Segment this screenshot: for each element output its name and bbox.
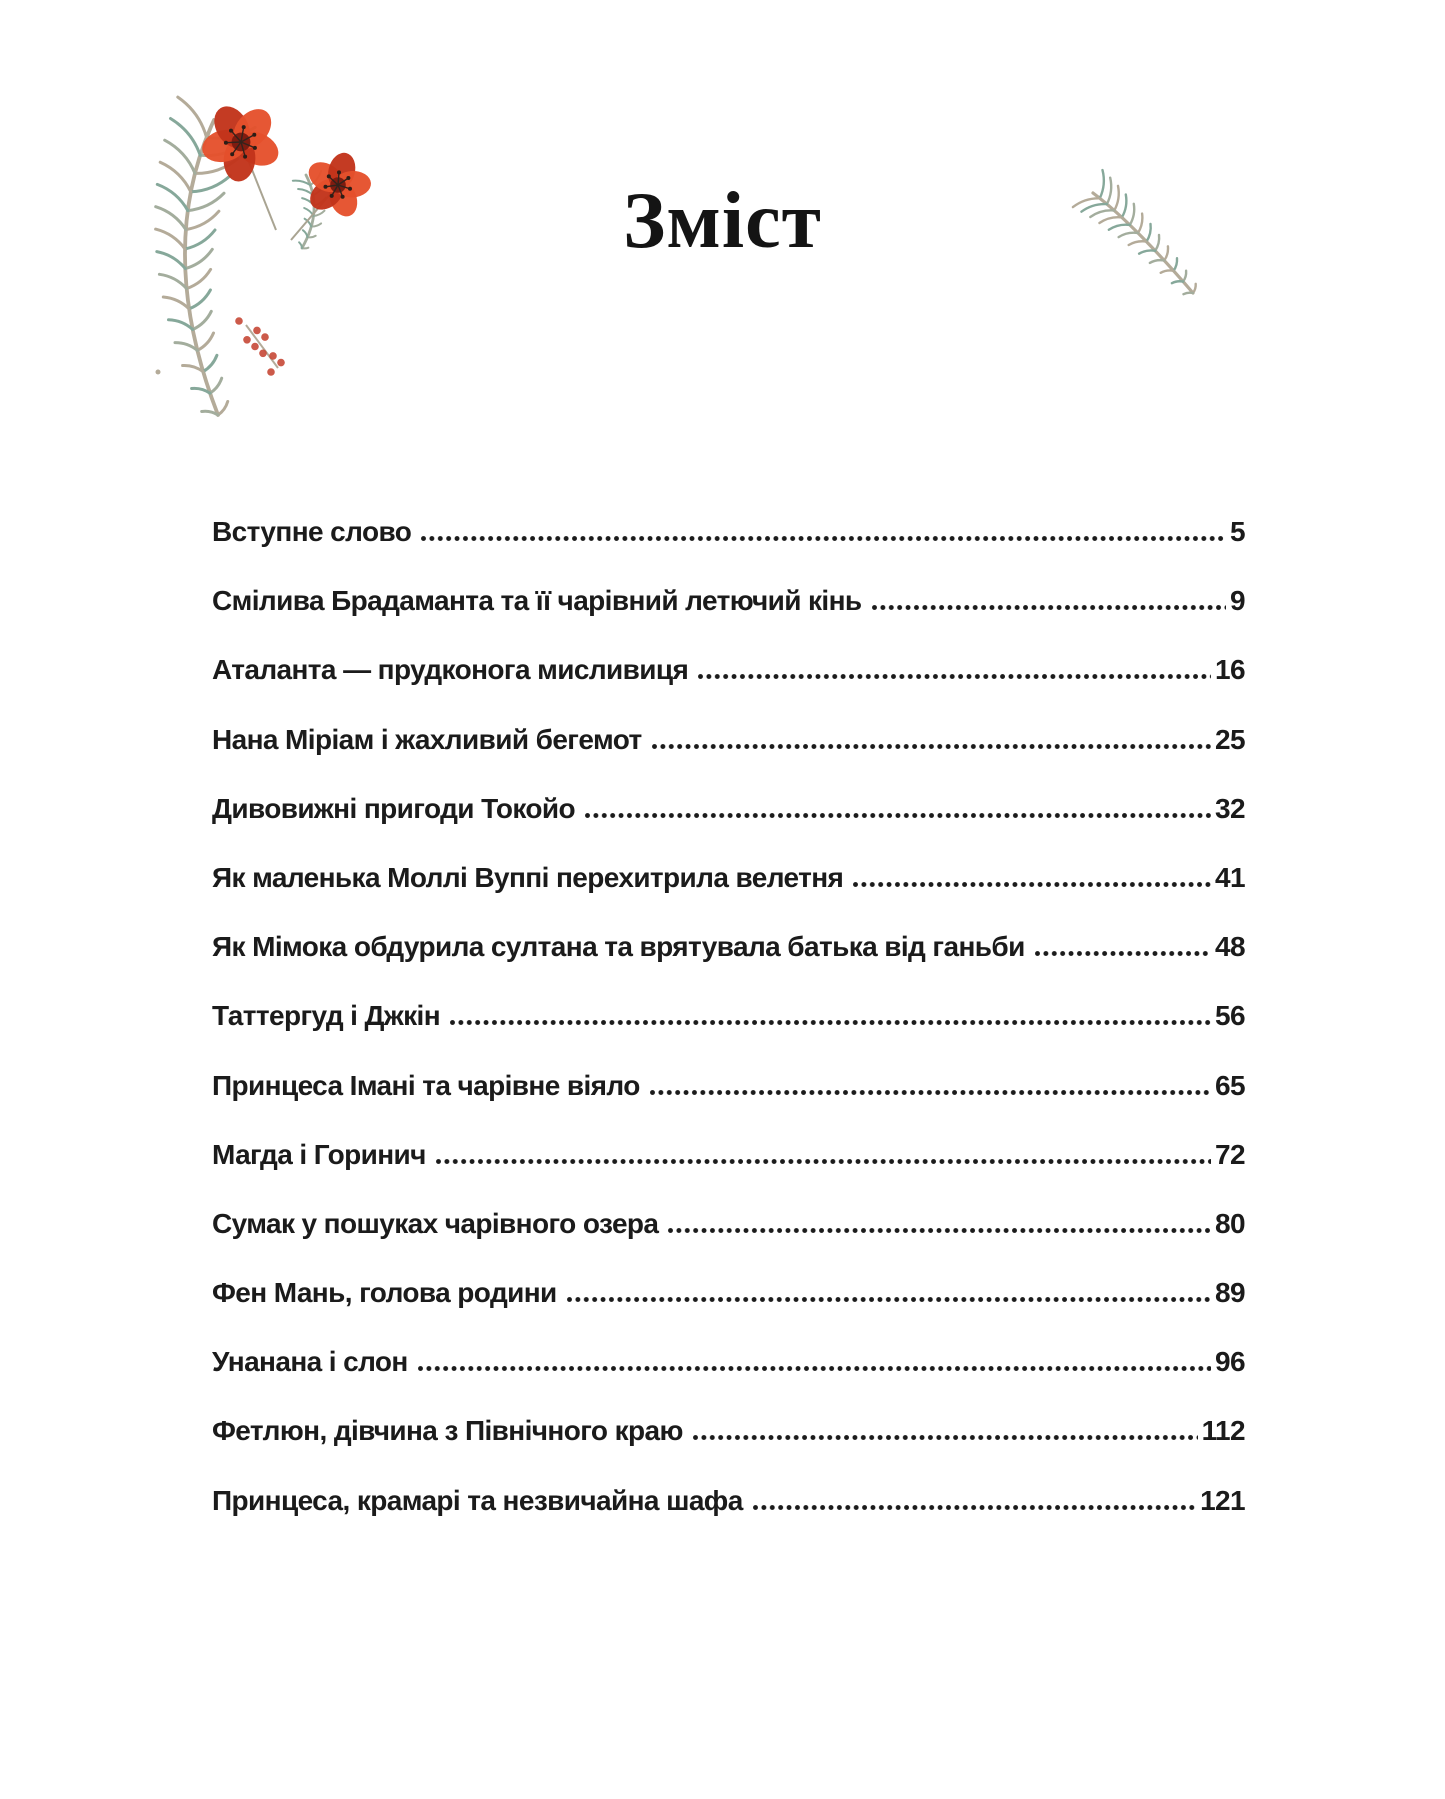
toc-row — [212, 1051, 1245, 1120]
toc-dot-leader — [650, 1090, 1211, 1095]
toc-page-number: 112 — [1201, 1415, 1245, 1447]
toc-page-number: 96 — [1215, 1346, 1245, 1378]
toc-page-number: 16 — [1215, 654, 1245, 686]
toc-dot-leader — [1035, 951, 1211, 956]
toc-page-number: 25 — [1215, 723, 1245, 755]
toc-entry-title: Дивовижні пригоди Токойо — [212, 792, 575, 824]
toc-page-number: 5 — [1230, 516, 1245, 547]
toc-dot-leader — [652, 744, 1211, 749]
toc-entry-title: Як маленька Моллі Вуппі перехитрила велетня — [212, 861, 844, 893]
toc-row — [212, 843, 1245, 912]
toc-page-number: 89 — [1215, 1277, 1245, 1309]
toc-dot-leader — [753, 1505, 1196, 1510]
toc-entry-title: Сумак у пошуках чарівного озера — [212, 1207, 659, 1239]
toc-entry-title: Нана Міріам і жахливий бегемот — [212, 723, 642, 755]
toc-dot-leader — [668, 1228, 1211, 1233]
toc-entry-title: Таттергуд і Джкін — [212, 1000, 441, 1032]
toc-row — [212, 1396, 1245, 1465]
toc-dot-leader — [436, 1159, 1211, 1164]
page-title: Зміст — [623, 177, 822, 265]
toc-row — [212, 1327, 1245, 1396]
toc-dot-leader — [421, 536, 1226, 541]
toc-dot-leader — [450, 1020, 1211, 1025]
toc-dot-leader — [418, 1366, 1211, 1371]
toc-page-number: 9 — [1230, 585, 1245, 617]
toc-row — [212, 1258, 1245, 1327]
toc-entry-title: Магда і Горинич — [212, 1138, 426, 1170]
toc-page-number: 121 — [1200, 1484, 1245, 1516]
toc-row — [212, 705, 1245, 774]
toc-row — [212, 1466, 1245, 1535]
toc-dot-leader — [693, 1435, 1198, 1440]
toc-dot-leader — [872, 605, 1226, 610]
toc-row — [212, 912, 1245, 981]
toc-row — [212, 497, 1245, 566]
toc-page-number: 48 — [1215, 931, 1245, 963]
toc-entry-title: Унанана і слон — [212, 1346, 408, 1378]
toc-entry-title: Принцеса, крамарі та незвичайна шафа — [212, 1484, 743, 1516]
toc-entry-title: Аталанта — прудконога мисливиця — [212, 654, 689, 686]
toc-dot-leader — [585, 813, 1211, 818]
toc-entry-title: Як Мімока обдурила султана та врятувала батька від ганьби — [212, 931, 1025, 963]
toc-page-number: 32 — [1215, 792, 1245, 824]
toc-page-number: 80 — [1215, 1207, 1245, 1239]
toc-page-number: 56 — [1215, 1000, 1245, 1032]
toc-row — [212, 1189, 1245, 1258]
toc-page-number: 65 — [1215, 1069, 1245, 1101]
toc-page-number: 41 — [1215, 861, 1245, 893]
toc-entry-title: Фетлюн, дівчина з Північного краю — [212, 1415, 683, 1447]
toc-row — [212, 635, 1245, 704]
toc-entry-title: Смілива Брадаманта та її чарівний летючий кінь — [212, 585, 862, 617]
toc-dot-leader — [698, 674, 1211, 679]
toc-row — [212, 981, 1245, 1050]
toc-entry-title: Фен Мань, голова родини — [212, 1277, 557, 1309]
toc-dot-leader — [853, 882, 1211, 887]
toc-row — [212, 1120, 1245, 1189]
toc-dot-leader — [567, 1297, 1211, 1302]
toc-page-number: 72 — [1215, 1138, 1245, 1170]
toc-row — [212, 774, 1245, 843]
table-of-contents — [212, 497, 1245, 1535]
toc-entry-title: Принцеса Імані та чарівне віяло — [212, 1069, 640, 1101]
toc-entry-title: Вступне слово — [212, 516, 412, 547]
toc-row — [212, 566, 1245, 635]
